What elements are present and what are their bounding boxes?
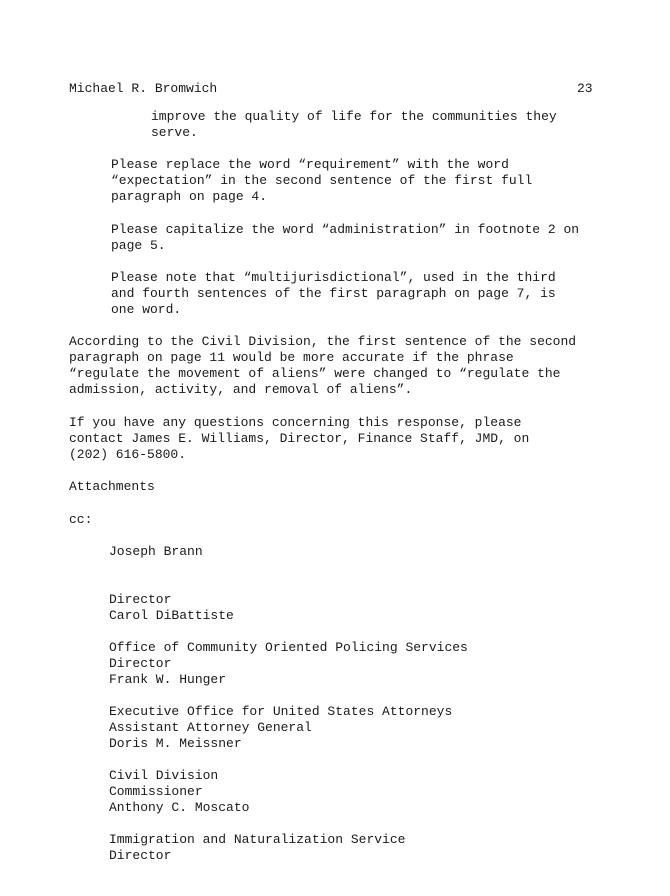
recipient-title: Director xyxy=(109,592,172,607)
recipient-title: Assistant Attorney General xyxy=(109,720,312,735)
contact-paragraph: If you have any questions concerning this response, please contact James E. Williams, Director, Finance Staff, JMD, on (202) 616-5800. xyxy=(69,415,530,462)
comment-item-3: Please note that “multijurisdictional”, used in the third and fourth sentences of the first paragraph on page 7, is one word. xyxy=(111,270,556,317)
comment-item-2: Please capitalize the word “administration” in footnote 2 on page 5. xyxy=(111,222,580,253)
recipient-office: Immigration and Naturalization Service xyxy=(109,832,406,847)
recipient-title: Director xyxy=(109,848,172,863)
comment-item-1: Please replace the word “requirement” with the word “expectation” in the second sentence of the first full paragraph on page 4. xyxy=(111,157,533,204)
attachments-label: Attachments xyxy=(69,479,155,494)
recipient-name: Joseph Brann xyxy=(109,544,203,559)
recipient-name: Doris M. Meissner xyxy=(109,736,242,751)
header-name: Michael R. Bromwich xyxy=(69,81,218,96)
recipient-name: Frank W. Hunger xyxy=(109,672,227,687)
recipient-office: Civil Division xyxy=(109,768,219,783)
civil-division-paragraph: According to the Civil Division, the first sentence of the second paragraph on page 11 would be more accurate if the phrase “regulate the movement of aliens” were changed to “regulate the admission, activity, and removal of aliens”. xyxy=(69,334,577,397)
recipient-title: Director xyxy=(109,656,172,671)
page-number: 23 xyxy=(577,81,593,96)
recipient-title: Commissioner xyxy=(109,784,203,799)
cc-label: cc: xyxy=(69,512,93,527)
recipient-office: Executive Office for United States Attorneys xyxy=(109,704,453,719)
cc-recipient xyxy=(109,768,249,896)
recipient-name: Carol DiBattiste xyxy=(109,608,234,623)
recipient-office: Office of Community Oriented Policing Services xyxy=(109,640,468,655)
continuation-paragraph: improve the quality of life for the communities they serve. xyxy=(151,109,557,140)
recipient-name: Anthony C. Moscato xyxy=(109,800,250,815)
